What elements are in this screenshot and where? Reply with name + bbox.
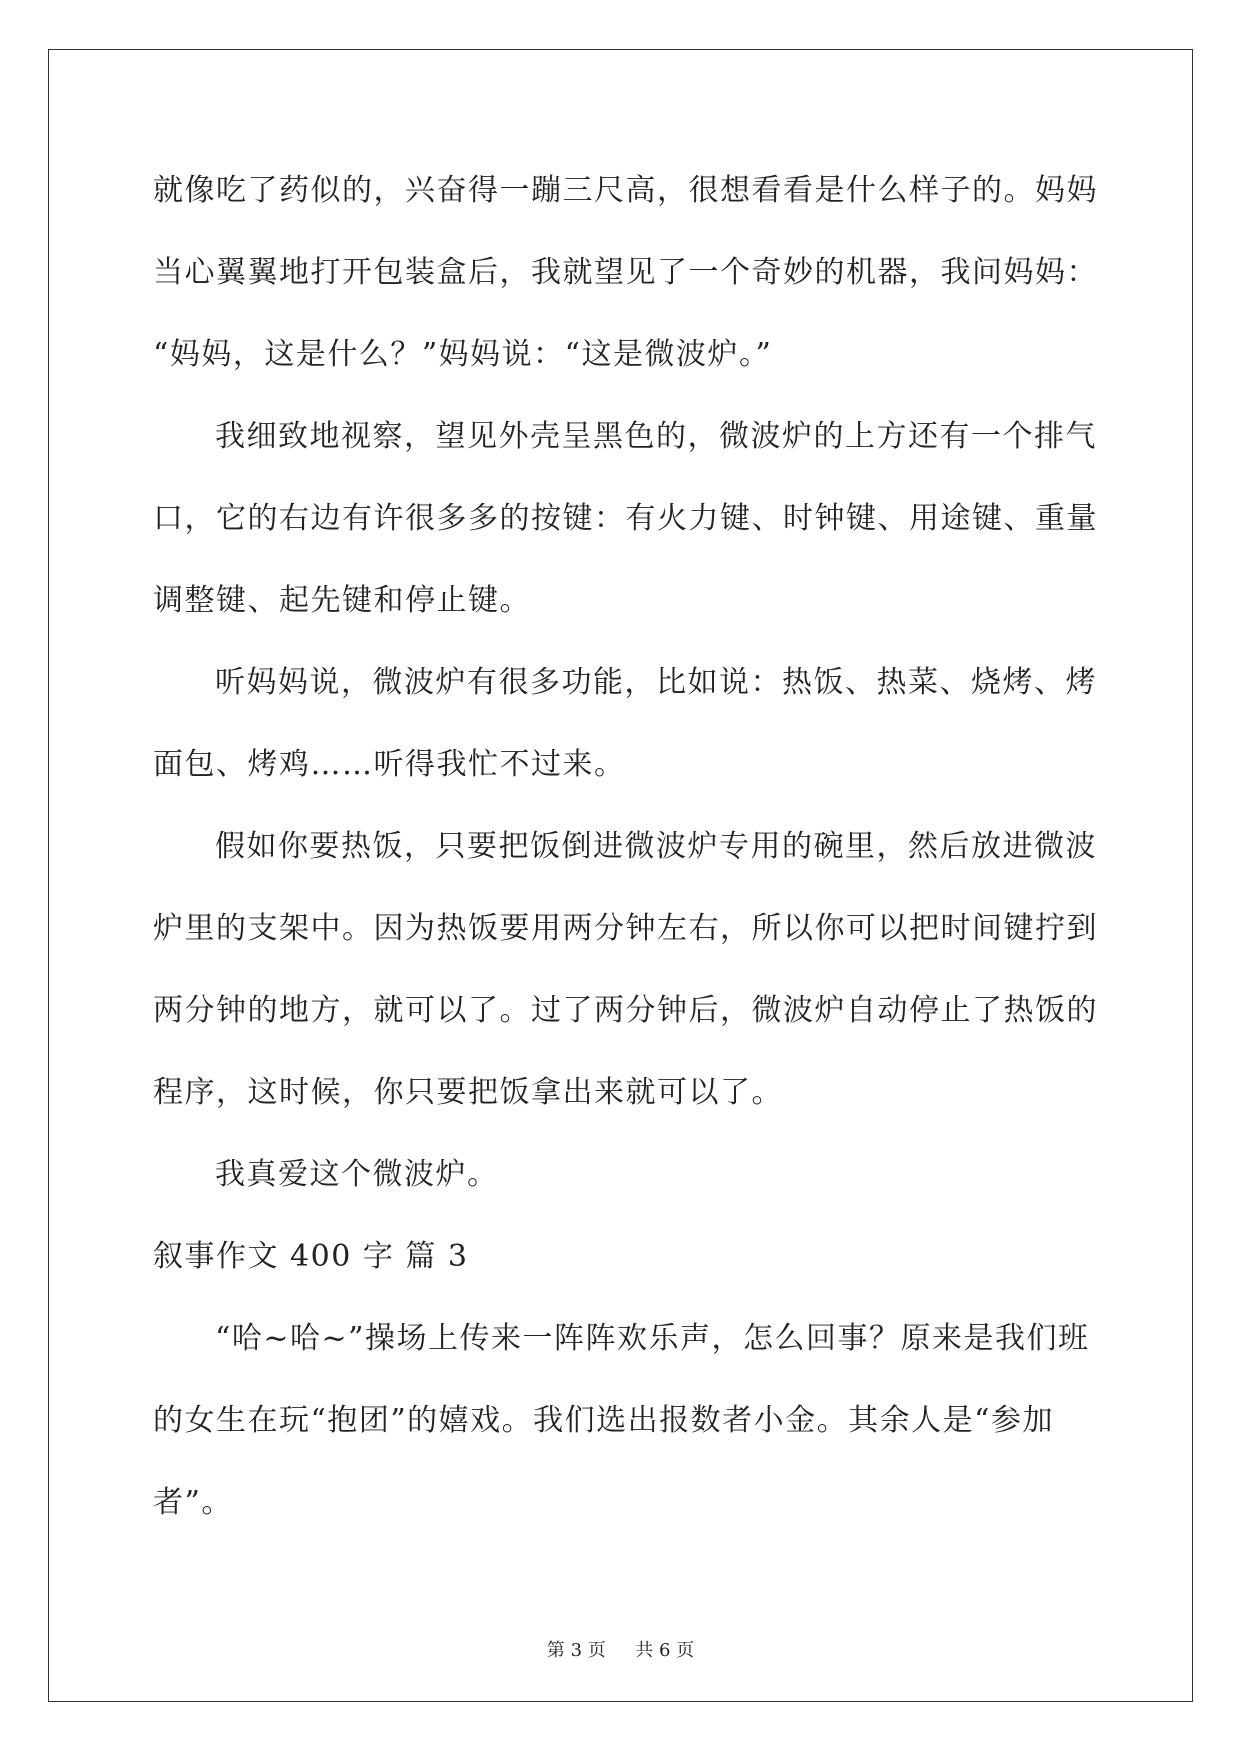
- text-line: 就像吃了药似的，兴奋得一蹦三尺高，很想看看是什么样子的。妈妈: [153, 173, 1098, 208]
- text-line: 调整键、起先键和停止键。: [153, 583, 531, 618]
- page-number-current: 第 3 页: [546, 1640, 606, 1661]
- paragraph-start-line: 我细致地视察，望见外壳呈黑色的，微波炉的上方还有一个排气: [215, 419, 1097, 454]
- section-heading: 叙事作文 400 字 篇 3: [153, 1239, 469, 1274]
- text-line: 程序，这时候，你只要把饭拿出来就可以了。: [153, 1075, 783, 1110]
- text-line: 当心翼翼地打开包装盒后，我就望见了一个奇妙的机器，我问妈妈：: [153, 255, 1098, 290]
- paragraph-start-line: 听妈妈说，微波炉有很多功能，比如说：热饭、热菜、烧烤、烤: [215, 665, 1097, 700]
- page-footer: [0, 1636, 1241, 1662]
- text-line: 面包、烤鸡……听得我忙不过来。: [153, 747, 626, 782]
- text-line: 口，它的右边有许很多多的按键：有火力键、时钟键、用途键、重量: [153, 501, 1098, 536]
- text-line: 炉里的支架中。因为热饭要用两分钟左右，所以你可以把时间键拧到: [153, 911, 1098, 946]
- page-number-total: 共 6 页: [635, 1640, 695, 1661]
- paragraph-start-line: 假如你要热饭，只要把饭倒进微波炉专用的碗里，然后放进微波: [215, 829, 1097, 864]
- document-body: [153, 165, 1098, 1559]
- text-line: 的女生在玩“抱团”的嬉戏。我们选出报数者小金。其余人是“参加: [153, 1403, 1055, 1438]
- text-line: 者”。: [153, 1485, 233, 1520]
- paragraph-start-line: 我真爱这个微波炉。: [215, 1157, 499, 1192]
- paragraph-start-line: “哈~哈~”操场上传来一阵阵欢乐声，怎么回事？原来是我们班: [215, 1321, 1090, 1356]
- text-line: “妈妈，这是什么？”妈妈说：“这是微波炉。”: [153, 337, 773, 372]
- text-line: 两分钟的地方，就可以了。过了两分钟后，微波炉自动停止了热饭的: [153, 993, 1098, 1028]
